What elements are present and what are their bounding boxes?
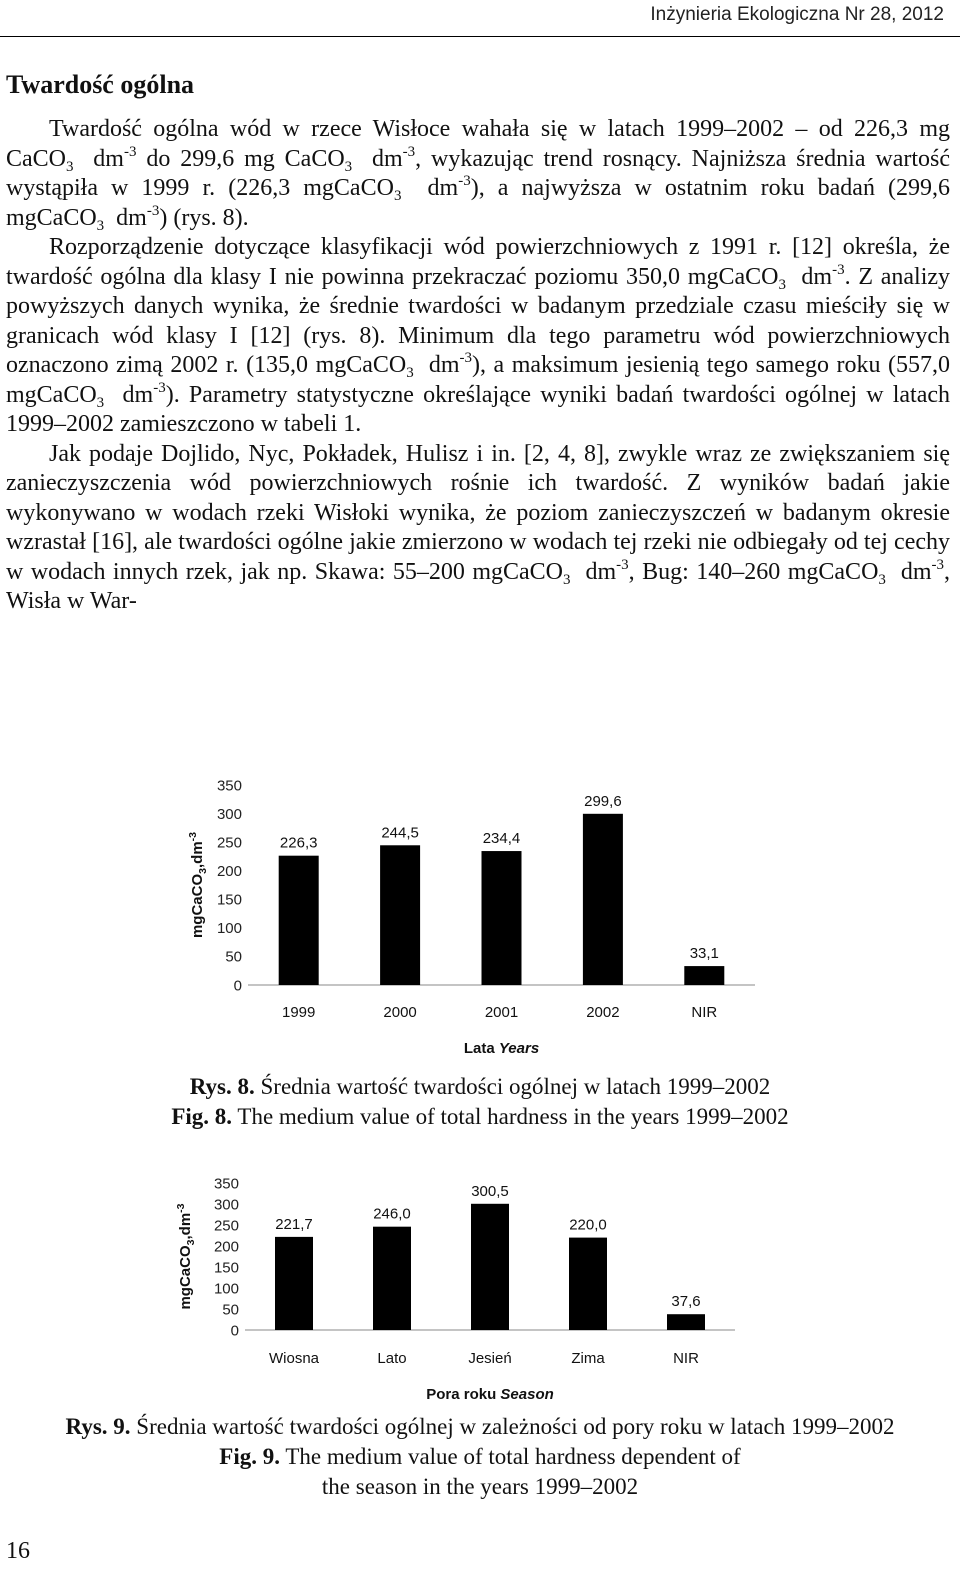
fig9-en-label: Fig. 9.: [219, 1444, 280, 1469]
bar-NIR: [667, 1314, 705, 1330]
paragraph-2: Rozporządzenie dotyczące klasyfikacji wód powierzchniowych z 1991 r. [12] określa, że twardość ogólna dla klasy I nie powinna przekraczać poziomu 350,0 mgCaCO$_3$ $dm^{-3}$. Z analizy powyższych danych wynika, że średnie twardości w badanym przedziale czasu mieściły się w granicach wód klasy I [12] (rys. 8). Minimum dla tego parametru wód powierzchniowych oznaczono zimą 2002 r. (135,0 mgCaCO$_3$ $dm^{-3}$), a maksimum jesienią tego samego roku (557,0 mgCaCO$_3$ $dm^{-3}$). Parametry statystyczne określające wyniki badań twardości ogólnej w latach 1999–2002 zamieszczono w tabeli 1.: [6, 234, 951, 437]
figure-9-caption: [0, 1412, 960, 1502]
y-tick-label: 200: [216, 862, 242, 880]
x-tick-label: Jesień: [468, 1350, 512, 1367]
data-label: 220,0: [569, 1216, 607, 1234]
x-axis-label: Lata Years: [463, 1040, 540, 1057]
bar-Lato: [373, 1227, 411, 1330]
fig9-pl-text: Średnia wartość twardości ogólnej w zależności od pory roku w latach 1999–2002: [130, 1414, 895, 1439]
bar-2001: [482, 851, 522, 985]
bar-Wiosna: [275, 1237, 313, 1330]
figure-9-chart: [0, 1166, 960, 1406]
x-tick-label: 2002: [586, 1004, 620, 1021]
paragraph-3: Jak podaje Dojlido, Nyc, Pokładek, Hulisz i in. [2, 4, 8], zwykle wraz ze zwiększaniem się zanieczyszczenia wód powierzchniowych rośnie ich twardość. Z wyników badań jakie wykonywano w wodach rzeki Wisłoki wynika, że poziom zanieczyszczeń w badanym okresie wzrastał [16], ale twardości ogólne jakie zmierzono w wodach tej rzeki nie odbiegały od tej cechy w wodach innych rzek, jak np. Skawa: 55–200 mgCaCO$_3$ $dm^{-3}$, Bug: 140–260 mgCaCO$_3$ $dm^{-3}$, Wisła w War-: [6, 440, 951, 614]
y-tick-label: 100: [216, 920, 242, 938]
x-axis-label: Pora roku Season: [426, 1386, 554, 1403]
section-title: Twardość ogólna: [6, 70, 195, 99]
data-label: 37,6: [671, 1293, 701, 1311]
y-axis-label: $mgCaCO_3,dm^{-3}$: [187, 831, 209, 939]
data-label: 246,0: [373, 1205, 411, 1223]
data-label: 234,4: [482, 830, 521, 848]
bar-NIR: [684, 966, 724, 985]
x-tick-label: Lato: [377, 1350, 407, 1367]
figure-8-caption: [0, 1072, 960, 1132]
y-tick-label: 100: [213, 1280, 239, 1298]
figure-8-chart: [0, 770, 960, 1060]
y-tick-label: 150: [216, 891, 242, 909]
fig9-en-text-2: the season in the years 1999–2002: [321, 1474, 639, 1499]
data-label: 300,5: [471, 1182, 509, 1200]
x-tick-label: Wiosna: [268, 1350, 320, 1367]
x-tick-label: Zima: [571, 1350, 605, 1367]
y-tick-label: 200: [213, 1238, 239, 1256]
x-tick-label: 2001: [484, 1004, 519, 1021]
y-tick-label: 350: [216, 777, 242, 795]
data-label: 226,3: [279, 834, 318, 852]
y-tick-label: 250: [213, 1217, 239, 1235]
y-tick-label: 150: [213, 1259, 239, 1277]
y-tick-label: 0: [230, 1322, 239, 1340]
y-tick-label: 0: [233, 977, 242, 995]
body-text: [6, 115, 950, 617]
x-tick-label: 2000: [383, 1004, 417, 1021]
x-tick-label: NIR: [691, 1004, 718, 1021]
fig8-en-text: The medium value of total hardness in the years 1999–2002: [232, 1104, 789, 1129]
data-label: 299,6: [584, 792, 622, 810]
y-tick-label: 350: [213, 1175, 239, 1193]
fig8-en-label: Fig. 8.: [171, 1104, 233, 1129]
bar-Jesień: [471, 1204, 509, 1330]
fig9-pl-label: Rys. 9.: [65, 1414, 131, 1439]
x-tick-label: NIR: [673, 1350, 699, 1367]
y-tick-label: 300: [213, 1196, 239, 1214]
header-rule: [0, 36, 960, 37]
fig8-pl-text: Średnia wartość twardości ogólnej w latach 1999–2002: [254, 1074, 771, 1099]
bar-2002: [583, 814, 623, 985]
bar-Zima: [569, 1238, 607, 1330]
x-tick-label: 1999: [282, 1004, 316, 1021]
fig9-en-text: The medium value of total hardness dependent of: [279, 1444, 741, 1469]
bar-1999: [279, 856, 319, 985]
y-tick-label: 50: [225, 948, 242, 966]
page-number: 16: [6, 1538, 30, 1564]
y-tick-label: 50: [222, 1301, 239, 1319]
y-axis-label: $mgCaCO_3,dm^{-3}$: [175, 1203, 197, 1310]
data-label: 33,1: [689, 945, 719, 963]
fig8-pl-label: Rys. 8.: [189, 1074, 255, 1099]
y-tick-label: 300: [216, 805, 242, 823]
paragraph-1: Twardość ogólna wód w rzece Wisłoce wahała się w latach 1999–2002 – od 226,3 mg CaCO$_3$ $dm^{-3}$ do 299,6 mg CaCO$_3$ $dm^{-3}$, wykazując trend rosnący. Najniższa średnia wartość wystąpiła w 1999 r. (226,3 mgCaCO$_3$ $dm^{-3}$), a najwyższa w ostatnim roku badań (299,6 mgCaCO$_3$ $dm^{-3}$) (rys. 8).: [6, 116, 951, 234]
data-label: 244,5: [381, 824, 419, 842]
y-tick-label: 250: [216, 834, 242, 852]
data-label: 221,7: [275, 1215, 313, 1233]
journal-header: Inżynieria Ekologiczna Nr 28, 2012: [650, 4, 944, 25]
bar-2000: [380, 845, 420, 985]
